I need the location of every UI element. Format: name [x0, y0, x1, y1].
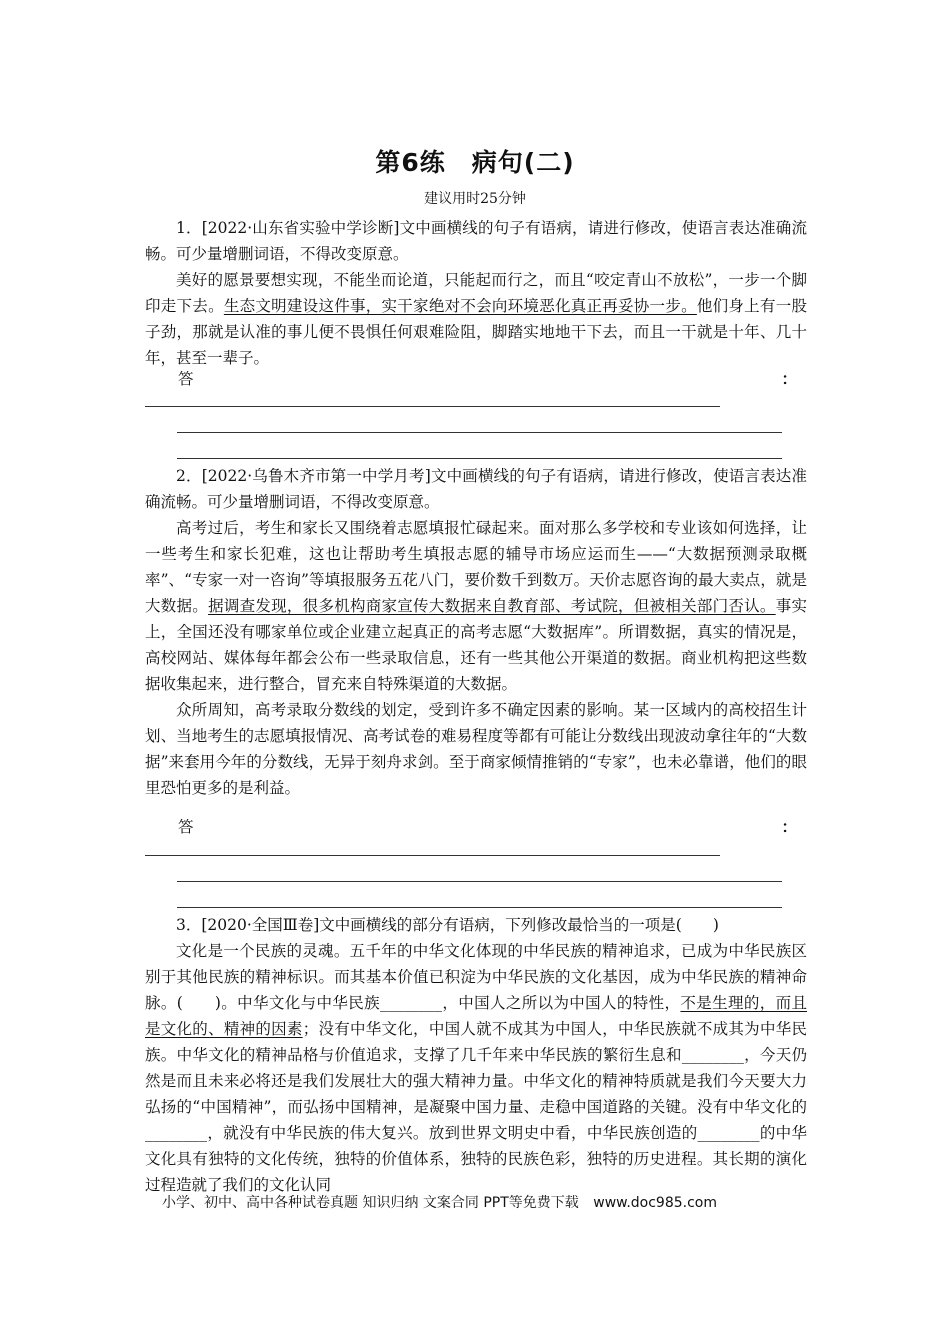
q1-answer-line-2[interactable] [177, 432, 782, 433]
page-footer [162, 1192, 727, 1212]
time-hint: 建议用时25分钟 [424, 191, 526, 207]
q2-answer-line-2[interactable] [177, 881, 782, 882]
q1-answer-line-3[interactable] [177, 458, 782, 459]
q1-passage-before: 美好的愿景要想实现，不能坐而论道，只能起而行之，而且“咬定青山不放松”，一步一个脚印走下去。 [145, 271, 807, 315]
q1-answer-colon: ： [781, 369, 797, 388]
q3-passage-after: ；没有中华文化，中国人就不成其为中国人，中华民族就不成其为中华民族。中华文化的精神品格与价值追求，支撑了几千年来中华民族的繁衍生息和________，今天仍然是而且未来必将还是我们发展壮大的强大精神力量。中华文化的精神特质就是我们今天要大力弘扬的“中国精神”，而弘扬中国精神，是凝聚中国力量、走稳中国道路的关键。没有中华文化的________，就没有中华民族的伟大复兴。放到世界文明史中看，中华民族创造的________的中华文化具有独特的文化传统，独特的价值体系，独特的民族色彩，独特的历史进程。其长期的演化过程造就了我们的文化认同 [145, 1020, 807, 1194]
question-2-answer-row [145, 815, 807, 841]
q2-answer-line-1[interactable] [145, 855, 720, 856]
question-2-stem: 2．[2022·乌鲁木齐市第一中学月考]文中画横线的句子有语病，请进行修改，使语言表达准确流畅。可少量增删词语，不得改变原意。 [145, 467, 807, 511]
question-3-stem: 3．[2020·全国Ⅲ卷]文中画横线的部分有语病，下列修改最恰当的一项是( ) [176, 916, 719, 934]
page-title: 第6练 病句(二) [375, 148, 575, 177]
question-1-answer-row [145, 367, 807, 393]
question-3-passage [145, 938, 807, 1198]
q2-answer-colon: ： [781, 817, 797, 836]
q2-answer-label: 答 [178, 818, 194, 836]
q1-answer-label: 答 [178, 370, 194, 388]
question-2 [145, 463, 807, 801]
footer-url[interactable]: www.doc985.com [593, 1195, 717, 1211]
question-1 [145, 215, 807, 371]
question-3 [145, 912, 807, 1198]
q2-para1-before: 高考过后，考生和家长又围绕着志愿填报忙碌起来。面对那么多学校和专业该如何选择，让一些考生和家长犯难，这也让帮助考生填报志愿的辅导市场应运而生——“大数据预测录取概率”、“专家一对一咨询”等填报服务五花八门，要价数千到数万。天价志愿咨询的最大卖点，就是大数据。 [145, 519, 807, 615]
q2-underlined-sentence: 据调查发现，很多机构商家宣传大数据来自教育部、考试院，但被相关部门否认。 [208, 597, 776, 615]
q2-para1-after: 事实上，全国还没有哪家单位或企业建立起真正的高考志愿“大数据库”。所谓数据，真实的情况是，高校网站、媒体每年都会公布一些录取信息，还有一些其他公开渠道的数据。商业机构把这些数据收集起来，进行整合，冒充来自特殊渠道的大数据。 [145, 597, 807, 693]
question-1-stem: 1．[2022·山东省实验中学诊断]文中画横线的句子有语病，请进行修改，使语言表达准确流畅。可少量增删词语，不得改变原意。 [145, 219, 807, 263]
q1-answer-line-1[interactable] [145, 406, 720, 407]
footer-text: 小学、初中、高中各种试卷真题 知识归纳 文案合同 PPT等免费下载 [162, 1195, 579, 1211]
q2-answer-line-3[interactable] [177, 907, 782, 908]
q1-underlined-sentence: 生态文明建设这件事，实干家绝对不会向环境恶化真正再妥协一步。 [223, 297, 697, 315]
question-2-para-2: 众所周知，高考录取分数线的划定，受到许多不确定因素的影响。某一区域内的高校招生计划、当地考生的志愿填报情况、高考试卷的难易程度等都有可能让分数线出现波动拿往年的“大数据”来套用今年的分数线，无异于刻舟求剑。至于商家倾情推销的“专家”，也未必靠谱，他们的眼里恐怕更多的是利益。 [145, 701, 807, 797]
question-2-para-1 [145, 515, 807, 697]
q3-underlined-phrase: 不是生理的，而且是文化的、精神的因素 [145, 994, 807, 1038]
question-1-passage [145, 267, 807, 371]
q3-passage-before: 文化是一个民族的灵魂。五千年的中华文化体现的中华民族的精神追求，已成为中华民族区别于其他民族的精神标识。而其基本价值已积淀为中华民族的文化基因，成为中华民族的精神命脉。( )。中华文化与中华民族________，中国人之所以为中国人的特性， [145, 942, 807, 1012]
q1-passage-after: 他们身上有一股子劲，那就是认准的事儿便不畏惧任何艰难险阻，脚踏实地地干下去，而且一干就是十年、几十年，甚至一辈子。 [145, 297, 807, 367]
